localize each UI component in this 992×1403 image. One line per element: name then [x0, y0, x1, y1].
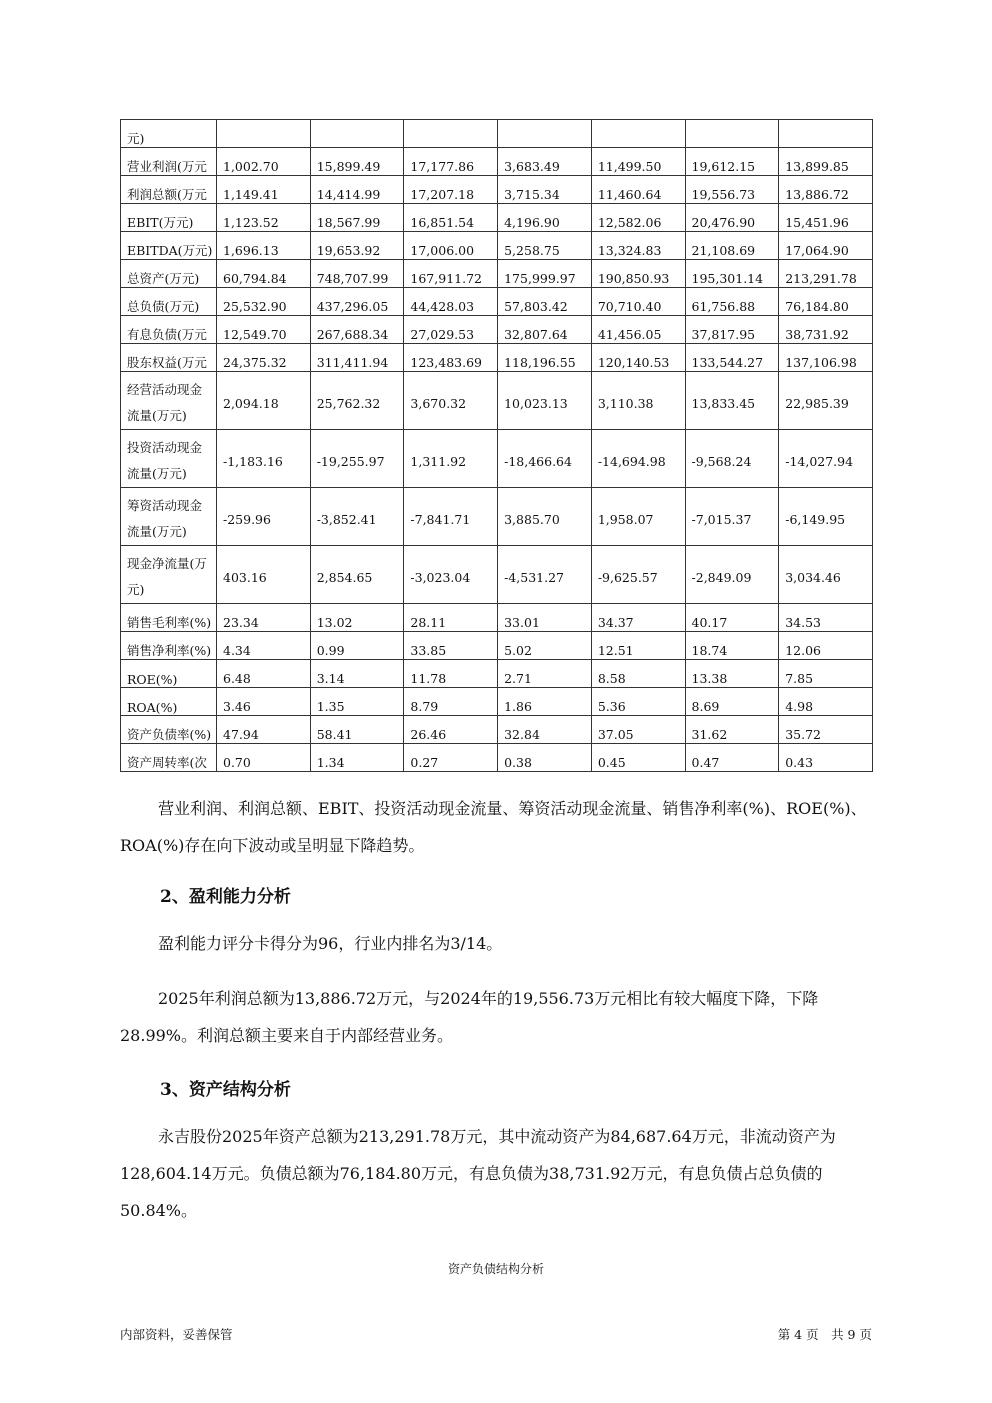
table-cell: 18,567.99: [310, 204, 404, 232]
table-cell: 437,296.05: [310, 288, 404, 316]
table-cell: -6,149.95: [779, 488, 873, 546]
table-cell: 35.72: [779, 716, 873, 744]
table-cell: 13.02: [310, 604, 404, 632]
table-row: [121, 204, 873, 232]
table-cell: 37,817.95: [685, 316, 779, 344]
table-cell: 1.34: [310, 744, 404, 772]
table-cell: 8.58: [591, 660, 685, 688]
table-cell: 12.06: [779, 632, 873, 660]
table-cell: 31.62: [685, 716, 779, 744]
table-row: [121, 688, 873, 716]
table-row: [121, 604, 873, 632]
profitability-score: 盈利能力评分卡得分为96，行业内排名为3/14。: [158, 934, 503, 953]
table-cell: -3,023.04: [404, 546, 498, 604]
table-cell: -3,852.41: [310, 488, 404, 546]
table-cell: 4.98: [779, 688, 873, 716]
table-cell: 34.37: [591, 604, 685, 632]
table-cell: 3,715.34: [498, 176, 592, 204]
table-cell: 21,108.69: [685, 232, 779, 260]
table-cell: 1.86: [498, 688, 592, 716]
table-cell: -259.96: [217, 488, 311, 546]
table-cell: 118,196.55: [498, 344, 592, 372]
table-cell: 5,258.75: [498, 232, 592, 260]
table-cell: 213,291.78: [779, 260, 873, 288]
table-cell: 37.05: [591, 716, 685, 744]
table-cell: [685, 120, 779, 148]
table-cell: 0.27: [404, 744, 498, 772]
table-cell: [779, 120, 873, 148]
row-label: 销售毛利率(%): [121, 604, 217, 632]
table-cell: 14,414.99: [310, 176, 404, 204]
table-cell: 44,428.03: [404, 288, 498, 316]
table-cell: 13,833.45: [685, 372, 779, 430]
table-cell: 28.11: [404, 604, 498, 632]
table-cell: 40.17: [685, 604, 779, 632]
table-cell: 12.51: [591, 632, 685, 660]
table-cell: 3,885.70: [498, 488, 592, 546]
table-cell: [498, 120, 592, 148]
table-row: [121, 660, 873, 688]
table-cell: 1,958.07: [591, 488, 685, 546]
table-cell: 1,311.92: [404, 430, 498, 488]
table-cell: 11.78: [404, 660, 498, 688]
table-cell: -4,531.27: [498, 546, 592, 604]
row-label: 资产负债率(%): [121, 716, 217, 744]
table-cell: 22,985.39: [779, 372, 873, 430]
table-row: [121, 344, 873, 372]
table-cell: 13,324.83: [591, 232, 685, 260]
table-cell: 47.94: [217, 716, 311, 744]
table-cell: 27,029.53: [404, 316, 498, 344]
table-cell: 2,854.65: [310, 546, 404, 604]
table-cell: 8.79: [404, 688, 498, 716]
table-cell: 4,196.90: [498, 204, 592, 232]
table-cell: [310, 120, 404, 148]
table-cell: 3,683.49: [498, 148, 592, 176]
chart-caption: 资产负债结构分析: [447, 1262, 544, 1276]
table-cell: 133,544.27: [685, 344, 779, 372]
row-label: 总资产(万元): [121, 260, 217, 288]
table-cell: 20,476.90: [685, 204, 779, 232]
footer-page-number: 第 4 页 共 9 页: [777, 1327, 872, 1342]
table-cell: 57,803.42: [498, 288, 592, 316]
table-cell: 190,850.93: [591, 260, 685, 288]
row-label: 元): [121, 120, 217, 148]
table-cell: 2.71: [498, 660, 592, 688]
table-cell: 3,110.38: [591, 372, 685, 430]
table-cell: -14,694.98: [591, 430, 685, 488]
table-cell: 12,549.70: [217, 316, 311, 344]
table-cell: 61,756.88: [685, 288, 779, 316]
asset-structure-detail: 永吉股份2025年资产总额为213,291.78万元，其中流动资产为84,687.64万元，非流动资产为128,604.14万元。负债总额为76,184.80万元，有息负债为38,731.92万元，有息负债占总负债的50.84%。: [120, 1127, 836, 1220]
table-cell: -18,466.64: [498, 430, 592, 488]
table-cell: 3.46: [217, 688, 311, 716]
table-cell: -7,015.37: [685, 488, 779, 546]
table-row: [121, 232, 873, 260]
footer-confidential: 内部资料，妥善保管: [120, 1327, 233, 1342]
table-cell: [217, 120, 311, 148]
table-cell: 15,899.49: [310, 148, 404, 176]
table-cell: 0.70: [217, 744, 311, 772]
row-label: 营业利润(万元: [121, 148, 217, 176]
section-heading-profitability: 2、盈利能力分析: [160, 887, 291, 907]
table-cell: -1,183.16: [217, 430, 311, 488]
table-cell: 5.36: [591, 688, 685, 716]
table-row: [121, 716, 873, 744]
table-cell: 13,899.85: [779, 148, 873, 176]
table-cell: 0.38: [498, 744, 592, 772]
table-cell: 26.46: [404, 716, 498, 744]
row-label: EBIT(万元): [121, 204, 217, 232]
table-cell: 19,612.15: [685, 148, 779, 176]
profitability-detail: 2025年利润总额为13,886.72万元，与2024年的19,556.73万元相比有较大幅度下降，下降28.99%。利润总额主要来自于内部经营业务。: [120, 989, 819, 1045]
table-cell: 19,653.92: [310, 232, 404, 260]
table-cell: 267,688.34: [310, 316, 404, 344]
table-row: [121, 546, 873, 604]
financial-data-table: [120, 119, 873, 772]
table-cell: -9,625.57: [591, 546, 685, 604]
table-cell: -7,841.71: [404, 488, 498, 546]
table-row: [121, 316, 873, 344]
table-cell: 0.47: [685, 744, 779, 772]
table-cell: 15,451.96: [779, 204, 873, 232]
table-cell: 1,002.70: [217, 148, 311, 176]
table-cell: 17,207.18: [404, 176, 498, 204]
row-label: 经营活动现金流量(万元): [121, 372, 217, 430]
row-label: 股东权益(万元: [121, 344, 217, 372]
table-row: [121, 744, 873, 772]
table-cell: 11,499.50: [591, 148, 685, 176]
table-cell: 32,807.64: [498, 316, 592, 344]
table-cell: 195,301.14: [685, 260, 779, 288]
table-cell: 1,696.13: [217, 232, 311, 260]
table-cell: -19,255.97: [310, 430, 404, 488]
table-cell: 3,670.32: [404, 372, 498, 430]
table-cell: 6.48: [217, 660, 311, 688]
row-label: 投资活动现金流量(万元): [121, 430, 217, 488]
table-cell: 0.45: [591, 744, 685, 772]
table-cell: 23.34: [217, 604, 311, 632]
row-label: 资产周转率(次: [121, 744, 217, 772]
table-cell: 19,556.73: [685, 176, 779, 204]
financial-table-body: [121, 120, 873, 772]
table-cell: -2,849.09: [685, 546, 779, 604]
table-cell: 1,123.52: [217, 204, 311, 232]
table-cell: 41,456.05: [591, 316, 685, 344]
table-row: [121, 288, 873, 316]
table-cell: 32.84: [498, 716, 592, 744]
table-cell: 38,731.92: [779, 316, 873, 344]
table-cell: 10,023.13: [498, 372, 592, 430]
table-cell: [591, 120, 685, 148]
table-cell: 1.35: [310, 688, 404, 716]
table-row: [121, 488, 873, 546]
table-cell: -14,027.94: [779, 430, 873, 488]
table-cell: 167,911.72: [404, 260, 498, 288]
table-cell: 137,106.98: [779, 344, 873, 372]
table-cell: 311,411.94: [310, 344, 404, 372]
table-cell: 3,034.46: [779, 546, 873, 604]
table-cell: 60,794.84: [217, 260, 311, 288]
table-cell: [404, 120, 498, 148]
table-cell: -9,568.24: [685, 430, 779, 488]
table-cell: 5.02: [498, 632, 592, 660]
table-cell: 18.74: [685, 632, 779, 660]
row-label: 总负债(万元): [121, 288, 217, 316]
table-cell: 13.38: [685, 660, 779, 688]
table-cell: 175,999.97: [498, 260, 592, 288]
section-heading-asset-structure: 3、资产结构分析: [160, 1080, 291, 1100]
table-cell: 17,064.90: [779, 232, 873, 260]
row-label: 有息负债(万元: [121, 316, 217, 344]
table-cell: 76,184.80: [779, 288, 873, 316]
table-cell: 70,710.40: [591, 288, 685, 316]
table-cell: 403.16: [217, 546, 311, 604]
row-label: EBITDA(万元): [121, 232, 217, 260]
table-cell: 0.99: [310, 632, 404, 660]
table-cell: 1,149.41: [217, 176, 311, 204]
table-cell: 16,851.54: [404, 204, 498, 232]
table-cell: 25,762.32: [310, 372, 404, 430]
table-cell: 120,140.53: [591, 344, 685, 372]
table-cell: 7.85: [779, 660, 873, 688]
table-cell: 12,582.06: [591, 204, 685, 232]
table-cell: 34.53: [779, 604, 873, 632]
table-row: [121, 430, 873, 488]
row-label: 现金净流量(万元): [121, 546, 217, 604]
table-cell: 11,460.64: [591, 176, 685, 204]
table-cell: 8.69: [685, 688, 779, 716]
table-cell: 24,375.32: [217, 344, 311, 372]
table-row: [121, 632, 873, 660]
row-label: 筹资活动现金流量(万元): [121, 488, 217, 546]
row-label: ROA(%): [121, 688, 217, 716]
table-row: [121, 148, 873, 176]
table-cell: 13,886.72: [779, 176, 873, 204]
table-cell: 33.01: [498, 604, 592, 632]
table-cell: 3.14: [310, 660, 404, 688]
table-cell: 25,532.90: [217, 288, 311, 316]
trend-note: 营业利润、利润总额、EBIT、投资活动现金流量、筹资活动现金流量、销售净利率(%)、ROE(%)、ROA(%)存在向下波动或呈明显下降趋势。: [120, 799, 867, 855]
row-label: 销售净利率(%): [121, 632, 217, 660]
table-row: [121, 260, 873, 288]
table-row: [121, 120, 873, 148]
table-cell: 17,006.00: [404, 232, 498, 260]
table-cell: 748,707.99: [310, 260, 404, 288]
row-label: ROE(%): [121, 660, 217, 688]
table-cell: 2,094.18: [217, 372, 311, 430]
table-cell: 17,177.86: [404, 148, 498, 176]
table-cell: 4.34: [217, 632, 311, 660]
table-cell: 123,483.69: [404, 344, 498, 372]
table-row: [121, 176, 873, 204]
table-cell: 33.85: [404, 632, 498, 660]
row-label: 利润总额(万元: [121, 176, 217, 204]
table-cell: 58.41: [310, 716, 404, 744]
table-row: [121, 372, 873, 430]
table-cell: 0.43: [779, 744, 873, 772]
